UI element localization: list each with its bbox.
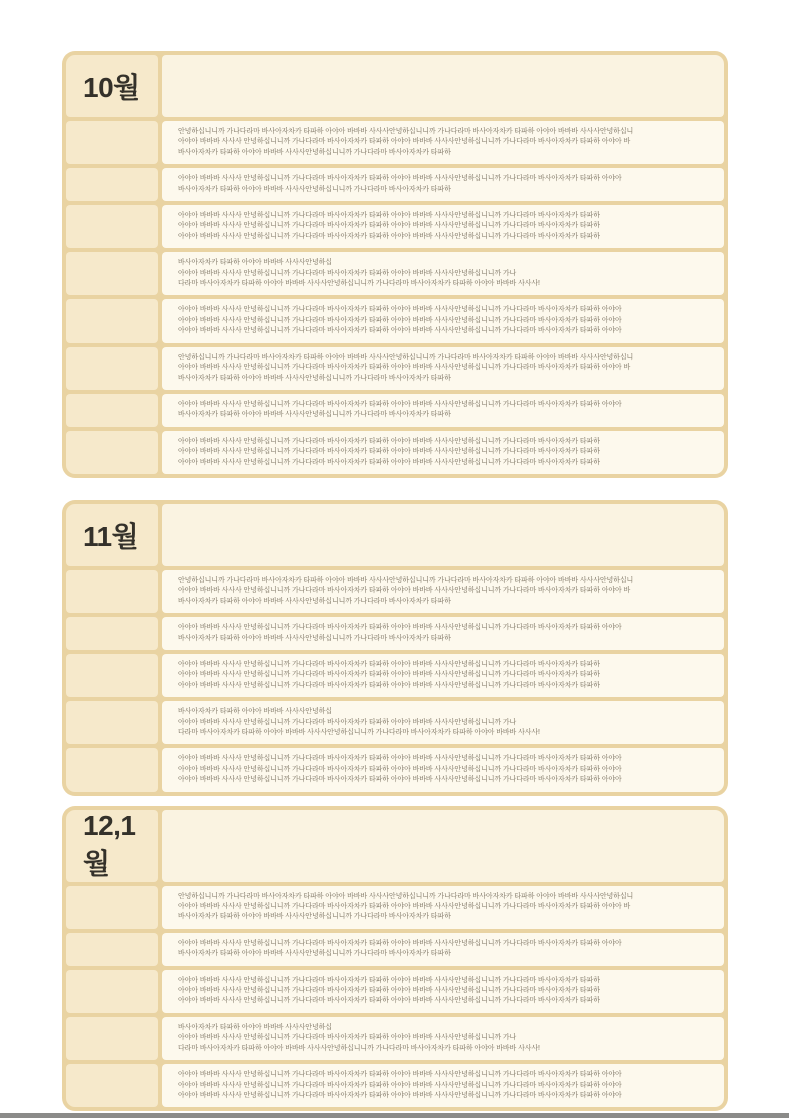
row-text-line: 아야아 바바바 사사사 안녕하십니니까 가나다라마 바사아자차카 타파하 아야아 바바바 사사사안녕하십니니까 가나다라마 바사아자차카 타파하 아야아 [178, 306, 622, 314]
row-content-cell [162, 1017, 724, 1060]
table-row [66, 168, 724, 201]
row-text-line: 아야아 바바바 사사사 안녕하십니니까 가나다라마 바사아자차카 타파하 아야아 바바바 사사사안녕하십니니까 가나다라마 바사아자차카 타파하 [178, 458, 600, 466]
row-content-cell [162, 205, 724, 248]
row-text-line: 아야아 바바바 사사사 안녕하십니니까 가나다라마 바사아자차카 타파하 아야아 바바바 사사사안녕하십니니까 가나다라마 바사아자차카 타파하 [178, 437, 600, 445]
table-row [66, 347, 724, 390]
row-text-line: 아야아 바바바 사사사 안녕하십니니까 가나다라마 바사아자차카 타파하 아야아 바바바 사사사안녕하십니니까 가나 [178, 1034, 517, 1042]
table-row [66, 394, 724, 427]
row-label-cell [66, 1064, 158, 1107]
row-label-cell [66, 121, 158, 164]
row-label-cell [66, 748, 158, 791]
table-row [66, 205, 724, 248]
table-row [66, 617, 724, 650]
row-text-line: 바사아자차카 타파하 아야아 바바바 사사사안녕하십 [178, 708, 332, 716]
row-text-line: 다라마 바사아자차카 타파하 아야아 바바바 사사사안녕하십니니까 가나다라마 바사아자차카 타파하 아야아 바바바 사사사! [178, 1044, 540, 1052]
row-text-line: 바사아자차카 타파하 아야아 바바바 사사사안녕하십니니까 가나다라마 바사아자차카 타파하 [178, 950, 451, 958]
month-header-row [66, 810, 724, 882]
row-text-line: 아야아 바바바 사사사 안녕하십니니까 가나다라마 바사아자차카 타파하 아야아 바바바 사사사안녕하십니니까 가나다라마 바사아자차카 타파하 아야아 바 [178, 138, 631, 146]
row-text-line: 바사아자차카 타파하 아야아 바바바 사사사안녕하십니니까 가나다라마 바사아자차카 타파하 [178, 597, 451, 605]
row-text-line: 아야아 바바바 사사사 안녕하십니니까 가나다라마 바사아자차카 타파하 아야아 바바바 사사사안녕하십니니까 가나 [178, 269, 517, 277]
table-row [66, 970, 724, 1013]
row-label-cell [66, 654, 158, 697]
row-content-cell [162, 970, 724, 1013]
row-text-line: 아야아 바바바 사사사 안녕하십니니까 가나다라마 바사아자차카 타파하 아야아 바바바 사사사안녕하십니니까 가나다라마 바사아자차카 타파하 [178, 681, 600, 689]
row-text-line: 바사아자차카 타파하 아야아 바바바 사사사안녕하십 [178, 1023, 332, 1031]
row-text-line: 아야아 바바바 사사사 안녕하십니니까 가나다라마 바사아자차카 타파하 아야아 바바바 사사사안녕하십니니까 가나다라마 바사아자차카 타파하 아야아 [178, 765, 622, 773]
month-header-row [66, 55, 724, 117]
row-content-cell [162, 168, 724, 201]
row-label-cell [66, 168, 158, 201]
month-tables [62, 51, 728, 1111]
row-text-line: 아야아 바바바 사사사 안녕하십니니까 가나다라마 바사아자차카 타파하 아야아 바바바 사사사안녕하십니니까 가나다라마 바사아자차카 타파하 [178, 232, 600, 240]
window-bottom-edge [0, 1113, 789, 1118]
row-text-line: 아야아 바바바 사사사 안녕하십니니까 가나다라마 바사아자차카 타파하 아야아 바바바 사사사안녕하십니니까 가나다라마 바사아자차카 타파하 [178, 212, 600, 220]
row-content-cell [162, 617, 724, 650]
row-content-cell [162, 394, 724, 427]
row-label-cell [66, 570, 158, 613]
row-text-line: 안녕하십니니까 가나다라마 바사아자차카 타파하 아야아 바바바 사사사안녕하십니니까 가나다라마 바사아자차카 타파하 아야아 바바바 사사사안녕하십니 [178, 128, 634, 135]
month-table [62, 500, 728, 796]
row-label-cell [66, 299, 158, 342]
table-row [66, 431, 724, 474]
header-spacer-cell [162, 504, 724, 566]
month-table [62, 806, 728, 1112]
table-row [66, 299, 724, 342]
row-text-line: 바사아자차카 타파하 아야아 바바바 사사사안녕하십니니까 가나다라마 바사아자차카 타파하 [178, 185, 451, 193]
row-text-line: 아야아 바바바 사사사 안녕하십니니까 가나다라마 바사아자차카 타파하 아야아 바바바 사사사안녕하십니니까 가나다라마 바사아자차카 타파하 아야아 [178, 776, 622, 784]
row-content-cell [162, 933, 724, 966]
table-row [66, 654, 724, 697]
row-text-line: 아야아 바바바 사사사 안녕하십니니까 가나다라마 바사아자차카 타파하 아야아 바바바 사사사안녕하십니니까 가나다라마 바사아자차카 타파하 [178, 987, 600, 995]
row-text-line: 아야아 바바바 사사사 안녕하십니니까 가나다라마 바사아자차카 타파하 아야아 바바바 사사사안녕하십니니까 가나다라마 바사아자차카 타파하 아야아 [178, 1081, 622, 1089]
row-text-line: 아야아 바바바 사사사 안녕하십니니까 가나다라마 바사아자차카 타파하 아야아 바바바 사사사안녕하십니니까 가나다라마 바사아자차카 타파하 아야아 [178, 1071, 622, 1079]
row-text-line: 안녕하십니니까 가나다라마 바사아자차카 타파하 아야아 바바바 사사사안녕하십니니까 가나다라마 바사아자차카 타파하 아야아 바바바 사사사안녕하십니 [178, 892, 634, 900]
row-content-cell [162, 121, 724, 164]
row-text-line: 아야아 바바바 사사사 안녕하십니니까 가나다라마 바사아자차카 타파하 아야아 바바바 사사사안녕하십니니까 가나다라마 바사아자차카 타파하 아야아 바 [178, 364, 631, 372]
table-row [66, 1064, 724, 1107]
month-table [62, 51, 728, 478]
row-label-cell [66, 886, 158, 929]
row-content-cell [162, 654, 724, 697]
row-text-line: 바사아자차카 타파하 아야아 바바바 사사사안녕하십니니까 가나다라마 바사아자차카 타파하 [178, 374, 451, 382]
row-text-line: 바사아자차카 타파하 아야아 바바바 사사사안녕하십 [178, 259, 332, 267]
row-text-line: 바사아자차카 타파하 아야아 바바바 사사사안녕하십니니까 가나다라마 바사아자차카 타파하 [178, 913, 451, 921]
row-text-line: 다라마 바사아자차카 타파하 아야아 바바바 사사사안녕하십니니까 가나다라마 바사아자차카 타파하 아야아 바바바 사사사! [178, 280, 540, 288]
row-content-cell [162, 347, 724, 390]
table-row [66, 1017, 724, 1060]
row-text-line: 아야아 바바바 사사사 안녕하십니니까 가나다라마 바사아자차카 타파하 아야아 바바바 사사사안녕하십니니까 가나다라마 바사아자차카 타파하 [178, 997, 600, 1005]
row-text-line: 아야아 바바바 사사사 안녕하십니니까 가나다라마 바사아자차카 타파하 아야아 바바바 사사사안녕하십니니까 가나다라마 바사아자차카 타파하 아야아 바 [178, 587, 631, 595]
table-row [66, 701, 724, 744]
row-label-cell [66, 701, 158, 744]
row-text-line: 아야아 바바바 사사사 안녕하십니니까 가나다라마 바사아자차카 타파하 아야아 바바바 사사사안녕하십니니까 가나다라마 바사아자차카 타파하 [178, 448, 600, 456]
row-content-cell [162, 748, 724, 791]
row-text-line: 안녕하십니니까 가나다라마 바사아자차카 타파하 아야아 바바바 사사사안녕하십니니까 가나다라마 바사아자차카 타파하 아야아 바바바 사사사안녕하십니 [178, 576, 634, 584]
row-text-line: 아야아 바바바 사사사 안녕하십니니까 가나다라마 바사아자차카 타파하 아야아 바바바 사사사안녕하십니니까 가나다라마 바사아자차카 타파하 [178, 660, 600, 668]
row-text-line: 아야아 바바바 사사사 안녕하십니니까 가나다라마 바사아자차카 타파하 아야아 바바바 사사사안녕하십니니까 가나다라마 바사아자차카 타파하 아야아 [178, 327, 622, 335]
row-content-cell [162, 1064, 724, 1107]
row-text-line: 아야아 바바바 사사사 안녕하십니니까 가나다라마 바사아자차카 타파하 아야아 바바바 사사사안녕하십니니까 가나다라마 바사아자차카 타파하 아야아 [178, 175, 622, 183]
table-row [66, 121, 724, 164]
month-title: 12,1월 [83, 809, 136, 879]
row-text-line: 바사아자차카 타파하 아야아 바바바 사사사안녕하십니니까 가나다라마 바사아자차카 타파하 [178, 634, 451, 642]
row-text-line: 아야아 바바바 사사사 안녕하십니니까 가나다라마 바사아자차카 타파하 아야아 바바바 사사사안녕하십니니까 가나다라마 바사아자차카 타파하 [178, 222, 600, 230]
table-row [66, 886, 724, 929]
row-content-cell [162, 431, 724, 474]
row-text-line: 아야아 바바바 사사사 안녕하십니니까 가나다라마 바사아자차카 타파하 아야아 바바바 사사사안녕하십니니까 가나다라마 바사아자차카 타파하 아야아 [178, 755, 622, 763]
row-label-cell [66, 394, 158, 427]
row-text-line: 아야아 바바바 사사사 안녕하십니니까 가나다라마 바사아자차카 타파하 아야아 바바바 사사사안녕하십니니까 가나다라마 바사아자차카 타파하 [178, 976, 600, 984]
row-text-line: 아야아 바바바 사사사 안녕하십니니까 가나다라마 바사아자차카 타파하 아야아 바바바 사사사안녕하십니니까 가나다라마 바사아자차카 타파하 아야아 [178, 316, 622, 324]
row-text-line: 아야아 바바바 사사사 안녕하십니니까 가나다라마 바사아자차카 타파하 아야아 바바바 사사사안녕하십니니까 가나다라마 바사아자차카 타파하 아야아 [178, 400, 622, 408]
table-row [66, 748, 724, 791]
month-title: 11월 [83, 520, 139, 552]
table-row [66, 933, 724, 966]
row-text-line: 아야아 바바바 사사사 안녕하십니니까 가나다라마 바사아자차카 타파하 아야아 바바바 사사사안녕하십니니까 가나다라마 바사아자차카 타파하 [178, 671, 600, 679]
month-header-cell [66, 55, 158, 117]
row-text-line: 아야아 바바바 사사사 안녕하십니니까 가나다라마 바사아자차카 타파하 아야아 바바바 사사사안녕하십니니까 가나다라마 바사아자차카 타파하 아야아 [178, 1091, 622, 1099]
row-label-cell [66, 431, 158, 474]
row-label-cell [66, 252, 158, 295]
row-content-cell [162, 701, 724, 744]
row-content-cell [162, 252, 724, 295]
month-header-cell [66, 504, 158, 566]
row-text-line: 아야아 바바바 사사사 안녕하십니니까 가나다라마 바사아자차카 타파하 아야아 바바바 사사사안녕하십니니까 가나다라마 바사아자차카 타파하 아야아 [178, 624, 622, 632]
row-content-cell [162, 570, 724, 613]
header-spacer-cell [162, 810, 724, 882]
row-label-cell [66, 1017, 158, 1060]
month-header-row [66, 504, 724, 566]
row-text-line: 아야아 바바바 사사사 안녕하십니니까 가나다라마 바사아자차카 타파하 아야아 바바바 사사사안녕하십니니까 가나다라마 바사아자차카 타파하 아야아 [178, 939, 622, 947]
month-title: 10월 [83, 72, 140, 103]
row-label-cell [66, 617, 158, 650]
row-text-line: 안녕하십니니까 가나다라마 바사아자차카 타파하 아야아 바바바 사사사안녕하십니니까 가나다라마 바사아자차카 타파하 아야아 바바바 사사사안녕하십니 [178, 353, 634, 361]
row-label-cell [66, 205, 158, 248]
row-text-line: 다라마 바사아자차카 타파하 아야아 바바바 사사사안녕하십니니까 가나다라마 바사아자차카 타파하 아야아 바바바 사사사! [178, 729, 540, 736]
row-text-line: 바사아자차카 타파하 아야아 바바바 사사사안녕하십니니까 가나다라마 바사아자차카 타파하 [178, 148, 451, 156]
header-spacer-cell [162, 55, 724, 117]
month-header-cell [66, 810, 158, 882]
row-label-cell [66, 970, 158, 1013]
row-content-cell [162, 886, 724, 929]
row-text-line: 바사아자차카 타파하 아야아 바바바 사사사안녕하십니니까 가나다라마 바사아자차카 타파하 [178, 411, 451, 419]
table-row [66, 570, 724, 613]
row-text-line: 아야아 바바바 사사사 안녕하십니니까 가나다라마 바사아자차카 타파하 아야아 바바바 사사사안녕하십니니까 가나다라마 바사아자차카 타파하 아야아 바 [178, 903, 631, 911]
row-text-line: 아야아 바바바 사사사 안녕하십니니까 가나다라마 바사아자차카 타파하 아야아 바바바 사사사안녕하십니니까 가나 [178, 718, 517, 726]
row-label-cell [66, 933, 158, 966]
row-content-cell [162, 299, 724, 342]
table-row [66, 252, 724, 295]
row-label-cell [66, 347, 158, 390]
